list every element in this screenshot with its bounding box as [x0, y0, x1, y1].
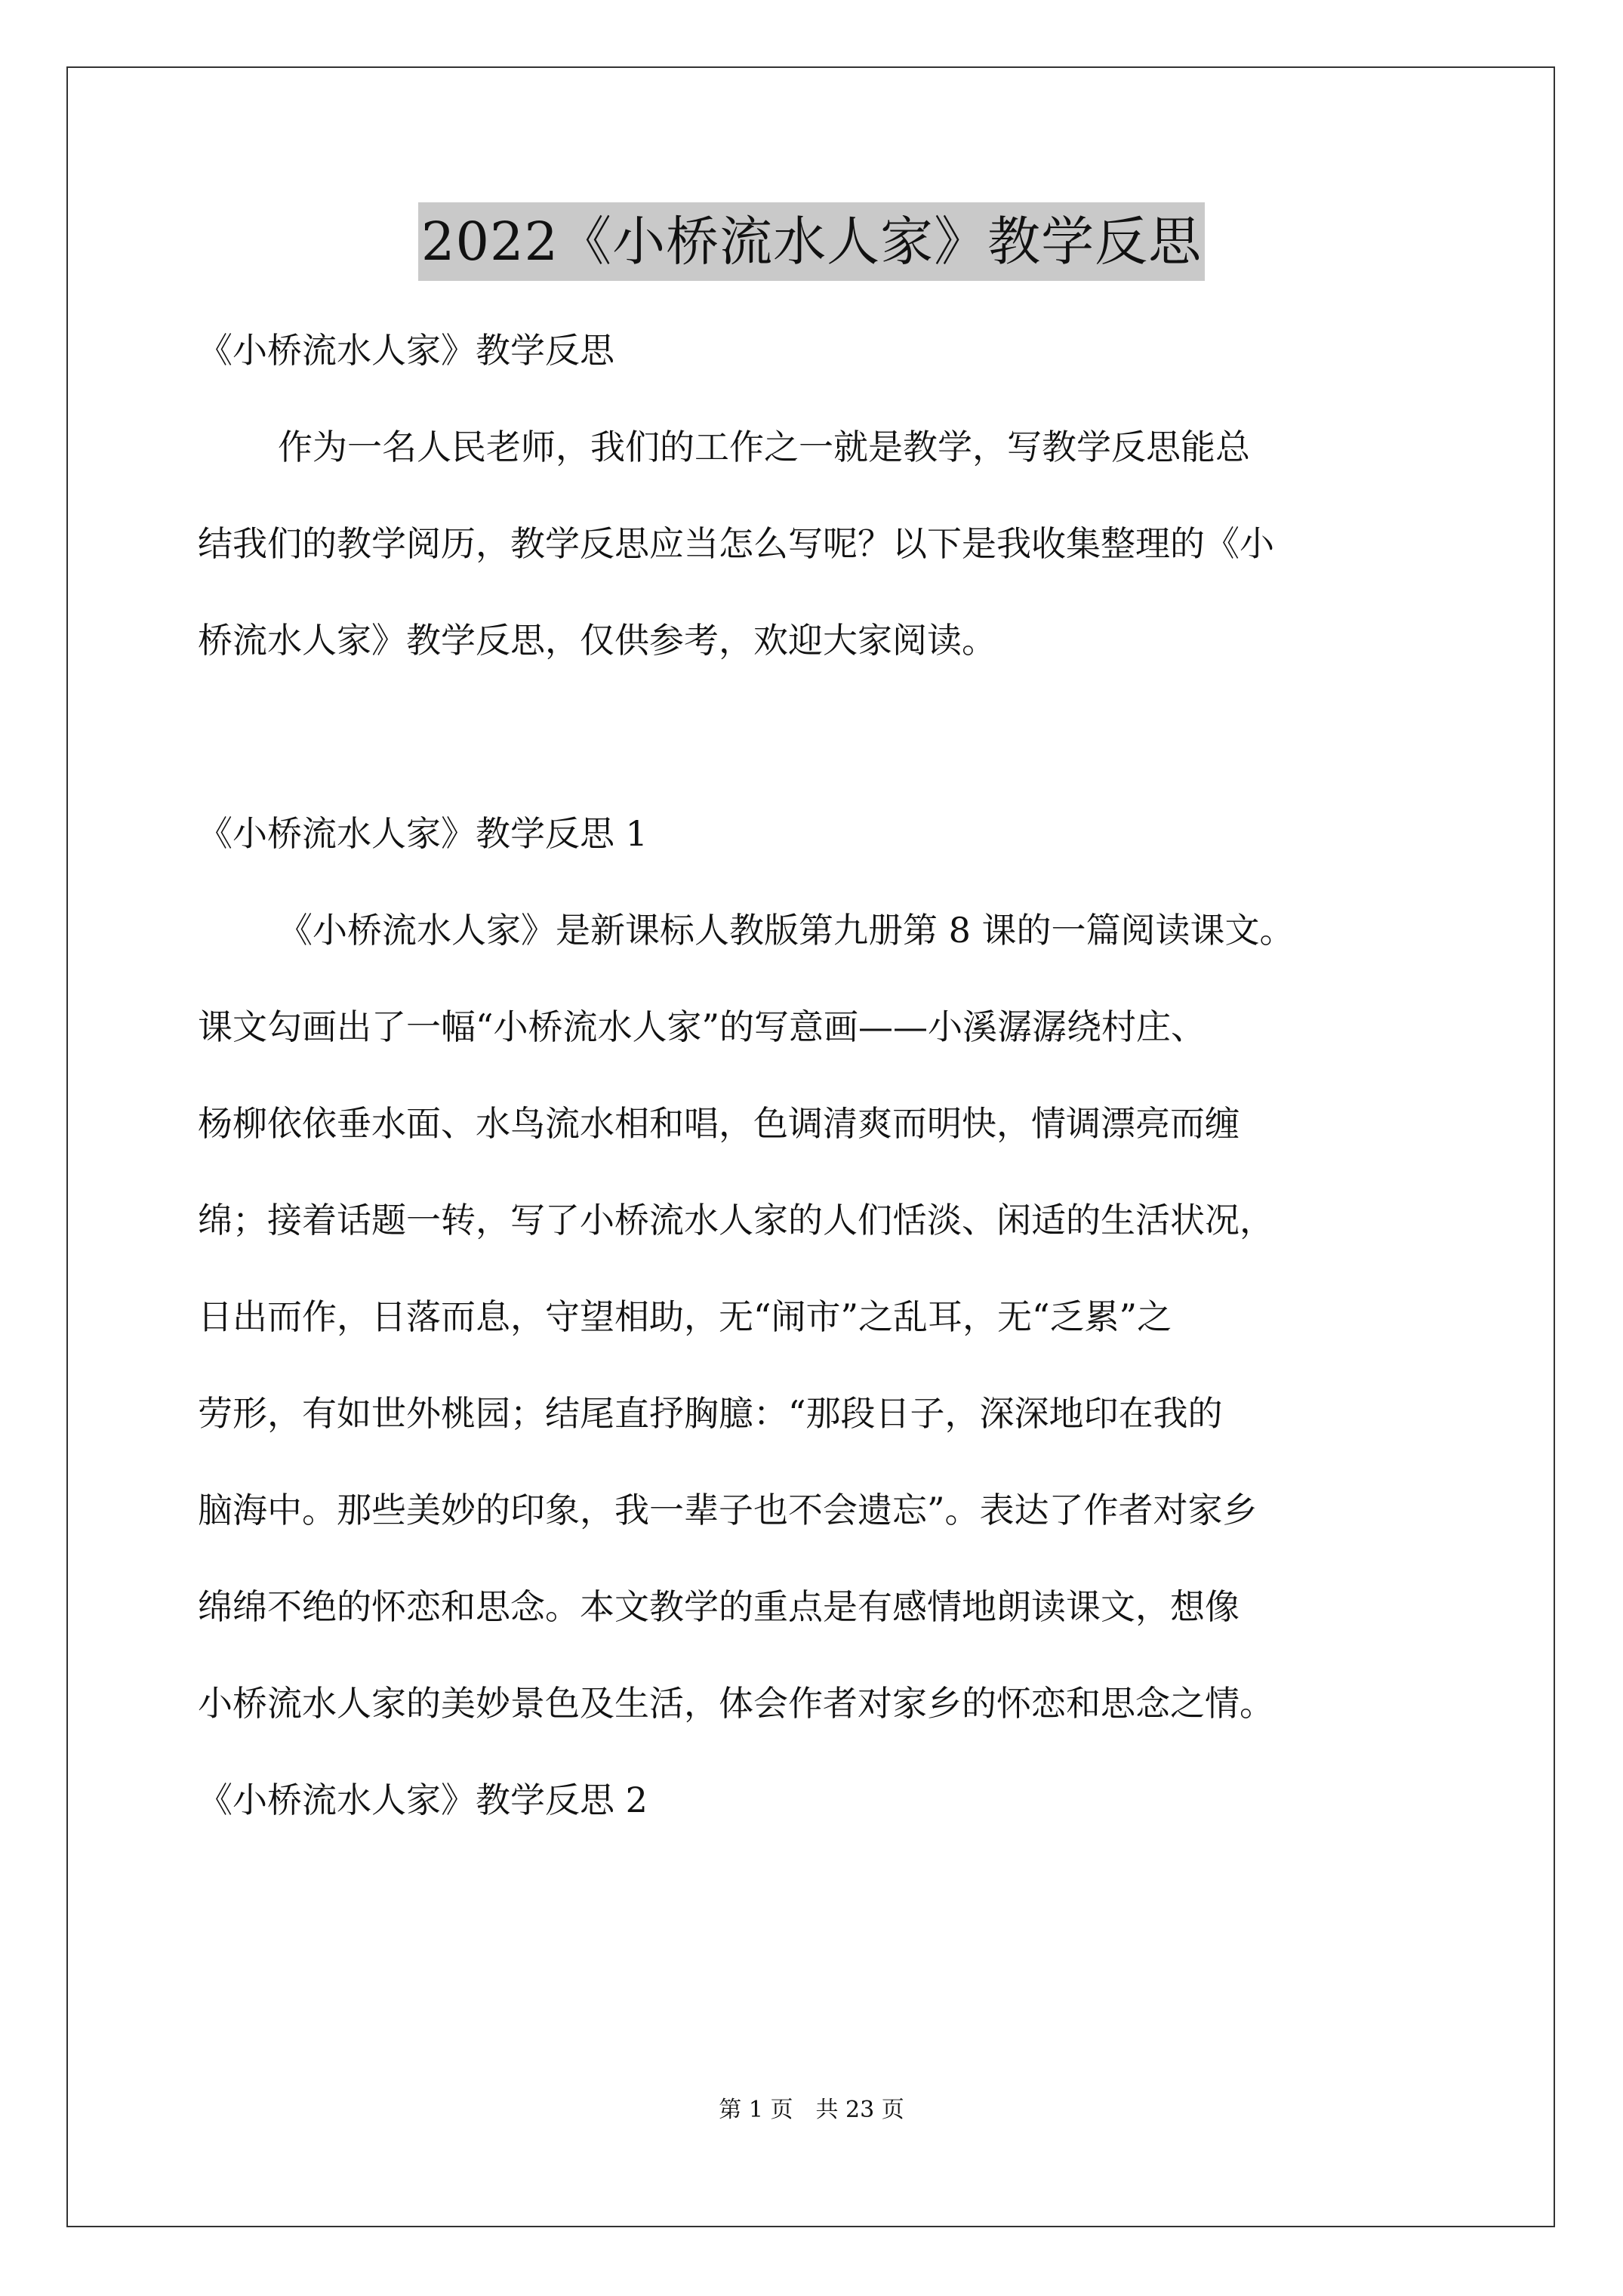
paragraph-line: 课文勾画出了一幅“小桥流水人家”的写意画——小溪潺潺绕村庄、 — [198, 1006, 1206, 1047]
paragraph-line: 结我们的教学阅历，教学反思应当怎么写呢？以下是我收集整理的《小 — [198, 523, 1274, 564]
paragraph-line: 桥流水人家》教学反思，仅供参考，欢迎大家阅读。 — [198, 620, 996, 661]
intro-heading: 《小桥流水人家》教学反思 — [198, 330, 614, 371]
blank-line — [198, 689, 1436, 785]
page-number: 第 1 页 — [719, 2097, 793, 2123]
paragraph-line: 作为一名人民老师，我们的工作之一就是教学，写教学反思能总 — [278, 427, 1250, 467]
document-body — [198, 302, 1436, 1848]
paragraph-line: 小桥流水人家的美妙景色及生活，体会作者对家乡的怀恋和思念之情。 — [198, 1683, 1274, 1724]
page-total: 共 23 页 — [815, 2097, 904, 2123]
section-heading-1: 《小桥流水人家》教学反思 1 — [198, 813, 648, 854]
paragraph-line: 《小桥流水人家》是新课标人教版第九册第 8 课的一篇阅读课文。 — [278, 910, 1295, 951]
paragraph-line: 绵；接着话题一转，写了小桥流水人家的人们恬淡、闲适的生活状况， — [198, 1200, 1274, 1240]
paragraph-line: 杨柳依依垂水面、水鸟流水相和唱，色调清爽而明快，情调漂亮而缠 — [198, 1103, 1240, 1144]
page-footer — [0, 2095, 1623, 2125]
paragraph-line: 日出而作，日落而息，守望相助，无“闹市”之乱耳，无“乏累”之 — [198, 1296, 1172, 1337]
title-container — [0, 202, 1623, 281]
paragraph-line: 劳形，有如世外桃园；结尾直抒胸臆：“那段日子，深深地印在我的 — [198, 1393, 1223, 1434]
paragraph-line: 绵绵不绝的怀恋和思念。本文教学的重点是有感情地朗读课文，想像 — [198, 1586, 1240, 1627]
paragraph-line: 脑海中。那些美妙的印象，我一辈子也不会遗忘”。表达了作者对家乡 — [198, 1490, 1258, 1530]
document-title: 2022《小桥流水人家》教学反思 — [418, 202, 1205, 281]
section-heading-2: 《小桥流水人家》教学反思 2 — [198, 1780, 648, 1820]
